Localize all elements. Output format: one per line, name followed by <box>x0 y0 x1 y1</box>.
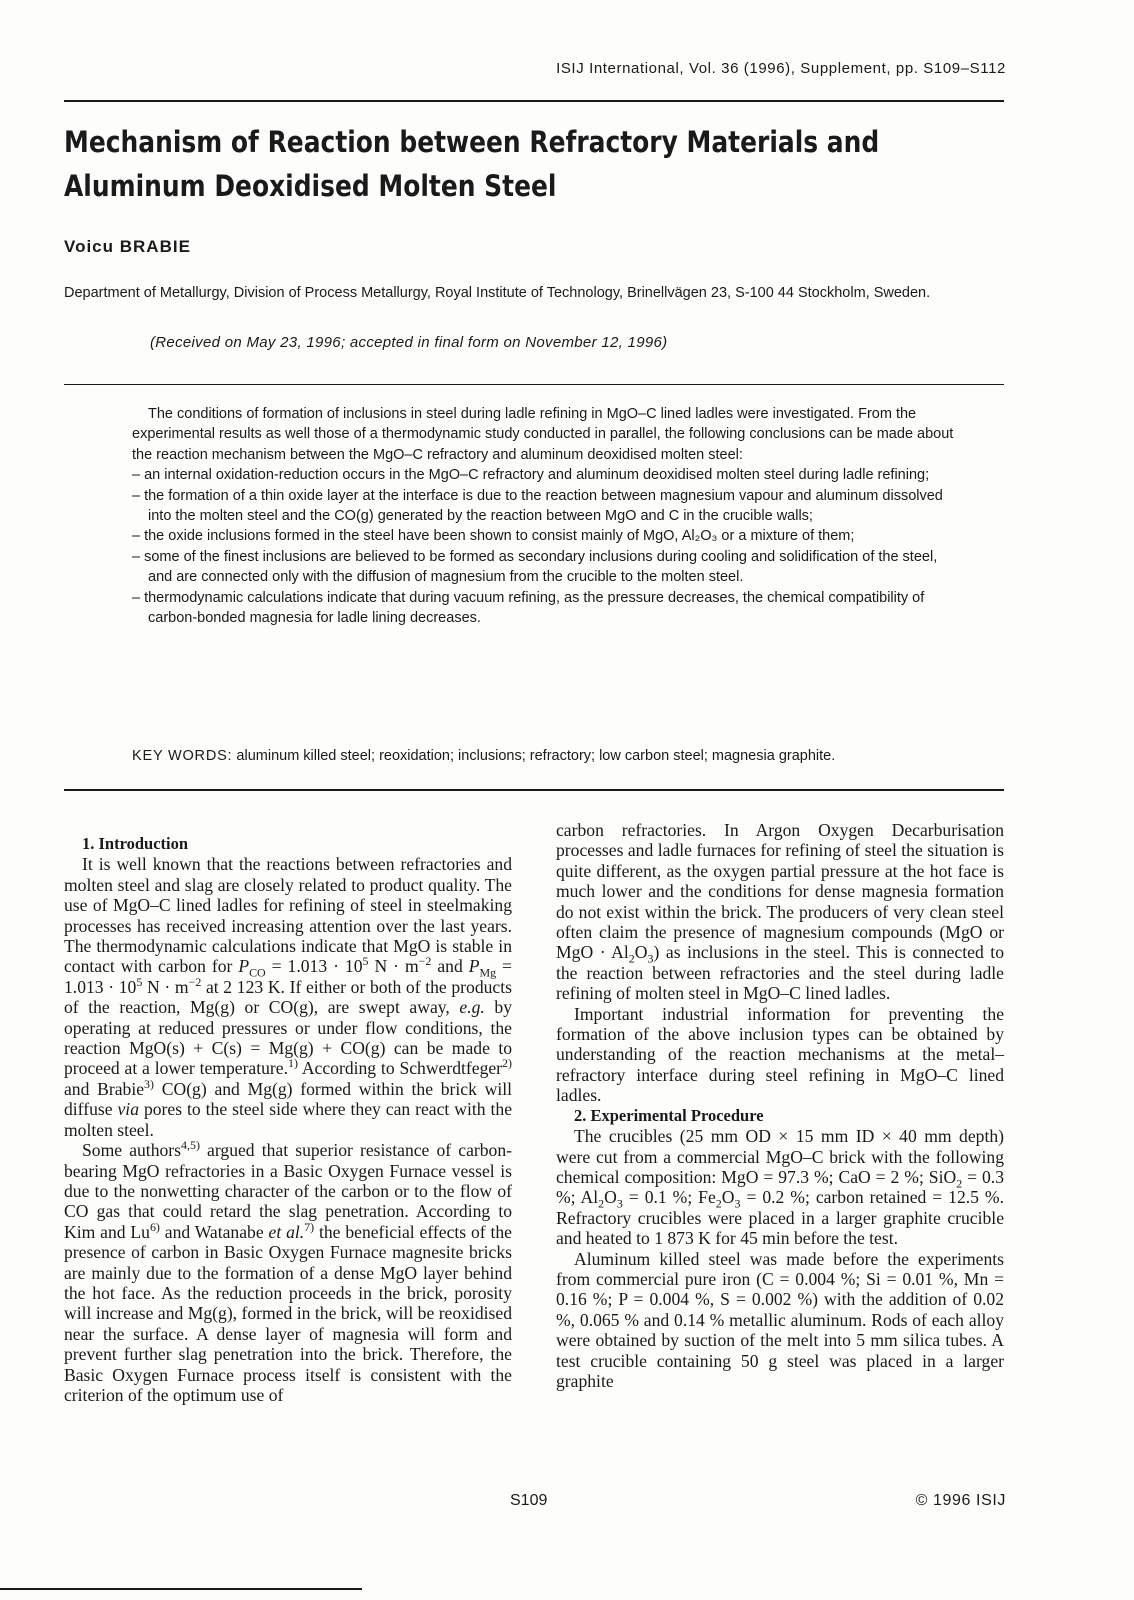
abstract-bullet: – the oxide inclusions formed in the steel have been shown to consist mainly of MgO, Al₂O₃ or a mixture of them; <box>132 528 855 545</box>
journal-citation: ISIJ International, Vol. 36 (1996), Supplement, pp. S109–S112 <box>556 60 1006 77</box>
paper-title <box>64 120 890 208</box>
abstract-bullet: – thermodynamic calculations indicate that during vacuum refining, as the pressure decreases, the chemical compatibility of carbon-bonded magnesia for ladle lining decreases. <box>132 589 925 627</box>
section-heading-experimental: 2. Experimental Procedure <box>574 1105 764 1125</box>
body-paragraph: Aluminum killed steel was made before the experiments from commercial pure iron (C = 0.004 %; Si = 0.01 %, Mn = 0.16 %; P = 0.004 %, S = 0.002 %) with the addition of 0.02 %, 0.065 % and 0.14 % metallic aluminum. Rods of each alloy were obtained by suction of the melt into 5 mm silica tubes. A test crucible containing 50 g steel was placed in a larger graphite <box>556 1248 1004 1391</box>
abstract-bottom-rule <box>64 789 1004 791</box>
title-line-1: Mechanism of Reaction between Refractory Materials and <box>64 125 880 159</box>
author-name: Voicu BRABIE <box>64 237 191 256</box>
bottom-edge-bar <box>0 1588 362 1590</box>
keywords-label: KEY WORDS: <box>132 748 233 764</box>
body-column-left <box>64 834 512 1405</box>
abstract-bullet: – some of the finest inclusions are believed to be formed as secondary inclusions during cooling and solidification of the steel, and are connected only with the diffusion of magnesium from the crucible to the molten steel. <box>132 548 938 586</box>
section-heading-introduction: 1. Introduction <box>82 834 189 853</box>
body-paragraph: Some authors$^{4,5)}$ argued that superior resistance of carbon-bearing MgO refractories in a Basic Oxygen Furnace vessel is due to the nonwetting character of the carbon or to the flow of CO gas that could retard the slag penetration. According to Kim and Lu$^{6)}$ and Watanabe et al.$^{7)}$ the beneficial effects of the presence of carbon in Basic Oxygen Furnace magnesite bricks are mainly due to the formation of a dense MgO layer behind the hot face. As the reduction proceeds in the brick, porosity will increase and Mg(g), formed in the brick, will be reoxidised near the surface. A dense layer of magnesia will form and prevent further slag penetration into the brick. Therefore, the Basic Oxygen Furnace process itself is consistent with the criterion of the optimum use of <box>64 1138 512 1405</box>
body-paragraph: The crucibles (25 mm OD × 15 mm ID × 40 mm depth) were cut from a commercial MgO–C brick with the following chemical composition: MgO = 97.3 %; CaO = 2 %; SiO$_2$ = 0.3 %; $Al_2O_3 = 0.1$ %; $Fe_2O_3 = 0.2$ %; carbon retained = 12.5 %. Refractory crucibles were placed in a larger graphite crucible and heated to 1 873 K for 45 min before the test. <box>556 1126 1004 1249</box>
keywords <box>132 748 962 764</box>
title-line-2: Aluminum Deoxidised Molten Steel <box>64 169 557 203</box>
abstract-intro: The conditions of formation of inclusions in steel during ladle refining in MgO–C lined ladles were investigated. From the experimental results as well those of a thermodynamic study conducted in parallel, the following conclusions can be made about the reaction mechanism between the MgO–C refractory and aluminum deoxidised molten steel: <box>132 406 954 463</box>
body-column-right <box>556 820 1004 1391</box>
body-paragraph: Important industrial information for preventing the formation of the above inclusion types can be obtained by understanding of the reaction mechanisms at the metal–refractory interface during steel refining in MgO–C lined ladles. <box>556 1003 1004 1106</box>
received-dates: (Received on May 23, 1996; accepted in final form on November 12, 1996) <box>150 334 668 351</box>
page-number: S109 <box>510 1492 548 1509</box>
copyright-notice: © 1996 ISIJ <box>915 1492 1006 1509</box>
body-paragraph: It is well known that the reactions between refractories and molten steel and slag are closely related to product quality. The use of MgO–C lined ladles for refining of steel in steelmaking processes has received increasing attention over the last years. The thermodynamic calculations indicate that MgO is stable in contact with carbon for $P_{CO} = 1.013 \cdot 10^5$ $N \cdot m^{-2}$ and $P_{Mg} = 1.013 \cdot 10^5$ $N \cdot m^{-2}$ at 2 123 K. If either or both of the products of the reaction, Mg(g) or CO(g), are swept away, e.g. by operating at reduced pressures or under flow conditions, the reaction MgO(s) + C(s) = Mg(g) + CO(g) can be made to proceed at a lower temperature.$^{1)}$ According to Schwerdtfeger$^{2)}$ and Brabie$^{3)}$ CO(g) and Mg(g) formed within the brick will diffuse via pores to the steel side where they can react with the molten steel. <box>64 854 512 1140</box>
abstract <box>132 404 954 628</box>
header-rule <box>64 100 1004 102</box>
abstract-conclusions <box>132 465 954 628</box>
abstract-top-rule <box>64 384 1004 385</box>
body-paragraph: carbon refractories. In Argon Oxygen Decarburisation processes and ladle furnaces for refining of steel the situation is quite different, as the oxygen partial pressure at the hot face is much lower and the conditions for dense magnesia formation do not exist within the brick. The producers of very clean steel often claim the presence of magnesium compounds (MgO or MgO · $Al_2O_3$) as inclusions in the steel. This is connected to the reaction between refractories and the steel during ladle refining of molten steel in MgO–C lined ladles. <box>556 820 1004 1004</box>
abstract-bullet: – the formation of a thin oxide layer at the interface is due to the reaction between magnesium vapour and aluminum dissolved into the molten steel and the CO(g) generated by the reaction between MgO and C in the crucible walls; <box>132 487 943 525</box>
keywords-list: aluminum killed steel; reoxidation; inclusions; refractory; low carbon steel; magnesia graphite. <box>236 748 836 764</box>
abstract-bullet: – an internal oxidation-reduction occurs in the MgO–C refractory and aluminum deoxidised molten steel during ladle refining; <box>132 467 930 484</box>
affiliation: Department of Metallurgy, Division of Process Metallurgy, Royal Institute of Technology, Brinellvägen 23, S-100 44 Stockholm, Sweden. <box>64 285 931 301</box>
